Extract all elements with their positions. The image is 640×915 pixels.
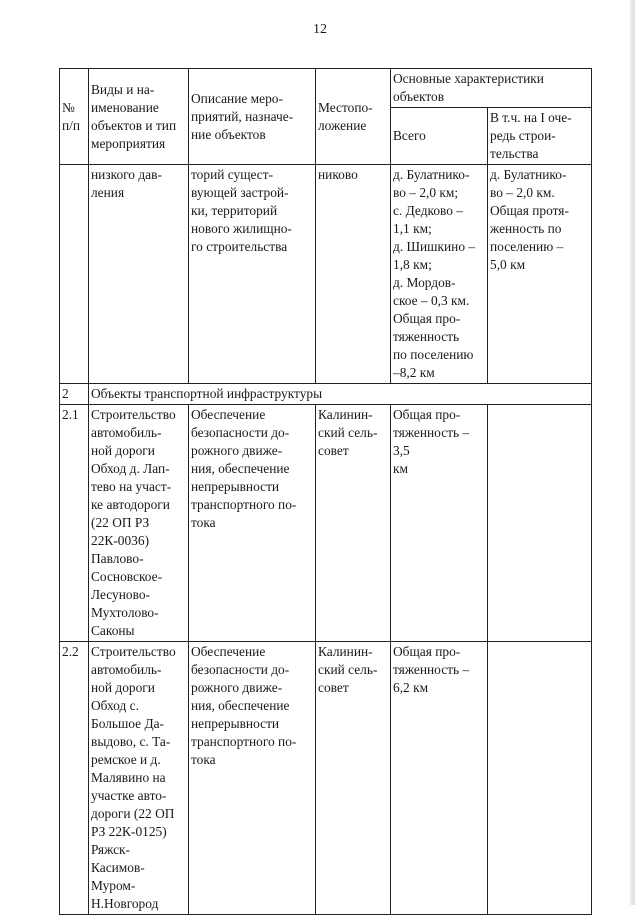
cell-num: 2.2: [60, 642, 89, 915]
header-location: Местопо- ложение: [316, 69, 391, 165]
cell-type: Строительство автомобиль- ной дороги Обход с. Большое Да- выдово, с. Та- ремское и д. Малявино на участке авто- дороги (22 ОП РЗ 22К-0125) Ряжск- Касимов- Муром- Н.Новгород: [89, 642, 189, 915]
cell-description: Обеспечение безопасности до- рожного движе- ния, обеспечение непрерывности транспортного по- тока: [189, 642, 316, 915]
table-row: [60, 642, 592, 915]
header-num: № п/п: [60, 69, 89, 165]
page-edge-shadow: [629, 0, 635, 905]
cell-description: Обеспечение безопасности до- рожного движе- ния, обеспечение непрерывности транспортного по- тока: [189, 405, 316, 642]
header-description: Описание меро- приятий, назначе- ние объектов: [189, 69, 316, 165]
header-first-stage: В т.ч. на I оче- редь строи- тельства: [488, 108, 592, 165]
cell-first-stage: д. Булатнико- во – 2,0 км. Общая протя- женность по поселению – 5,0 км: [488, 165, 592, 384]
section-num: 2: [60, 384, 89, 405]
objects-table: [59, 68, 592, 915]
cell-total: д. Булатнико- во – 2,0 км; с. Дедково – 1,1 км; д. Шишкино – 1,8 км; д. Мордов- ское – 0,3 км. Общая про- тяженность по поселению –8,2 км: [391, 165, 488, 384]
table-header-row-1: [60, 69, 592, 108]
header-characteristics: Основные характеристики объектов: [391, 69, 592, 108]
cell-location: никово: [316, 165, 391, 384]
cell-num: [60, 165, 89, 384]
cell-type: Строительство автомобиль- ной дороги Обход д. Лап- тево на участ- ке автодороги (22 ОП РЗ 22К-0036) Павлово- Сосновское- Лесуново- Мухтолово- Саконы: [89, 405, 189, 642]
cell-first-stage: [488, 642, 592, 915]
section-title: Объекты транспортной инфраструктуры: [89, 384, 592, 405]
cell-type: низкого дав- ления: [89, 165, 189, 384]
section-row: [60, 384, 592, 405]
cell-description: торий сущест- вующей застрой- ки, территорий нового жилищно- го строительства: [189, 165, 316, 384]
page-number: 12: [313, 22, 327, 37]
table-row-continued: [60, 165, 592, 384]
cell-total: Общая про- тяженность – 6,2 км: [391, 642, 488, 915]
table-row: [60, 405, 592, 642]
header-types: Виды и на- именование объектов и тип мероприятия: [89, 69, 189, 165]
cell-first-stage: [488, 405, 592, 642]
header-total: Всего: [391, 108, 488, 165]
cell-num: 2.1: [60, 405, 89, 642]
cell-location: Калинин- ский сель- совет: [316, 642, 391, 915]
cell-location: Калинин- ский сель- совет: [316, 405, 391, 642]
cell-total: Общая про- тяженность – 3,5 км: [391, 405, 488, 642]
